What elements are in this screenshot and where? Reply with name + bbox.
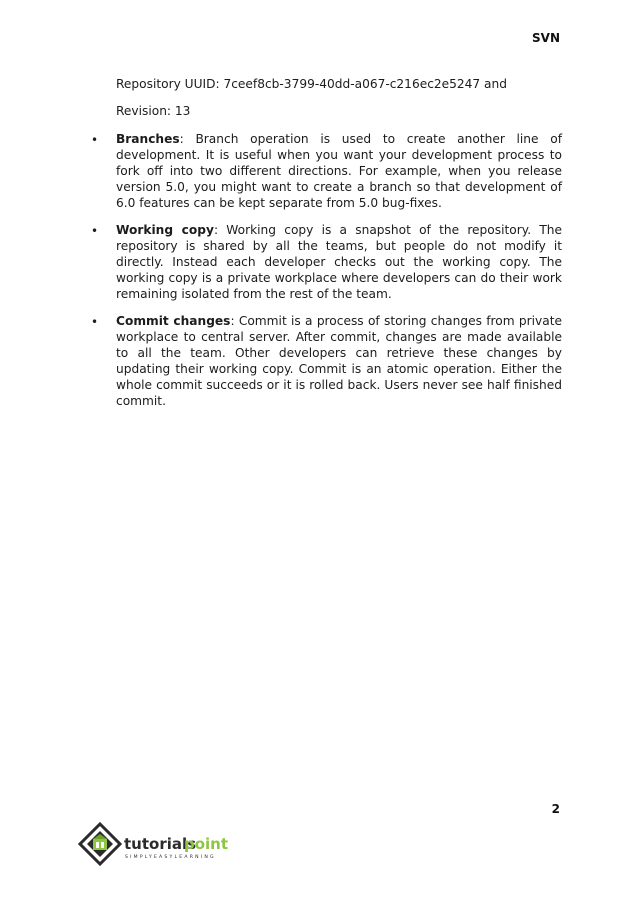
bullet-icon: •: [91, 224, 99, 238]
logo-text-main: tutorials: [124, 835, 197, 853]
header-title: SVN: [532, 31, 560, 45]
list-item: [89, 131, 562, 211]
tutorialspoint-logo: [78, 822, 238, 872]
definition-commit-changes: : Commit is a process of storing changes from private workplace to central server. After commit, changes are made available to all the team. Other developers can retrieve these changes by updating their working copy. Commit is an atomic operation. Either the whole commit succeeds or it is rolled back. Users never see half finished commit.: [116, 314, 562, 408]
bullet-icon: •: [91, 315, 99, 329]
intro-line-revision: Revision: 13: [116, 104, 191, 118]
page-number: 2: [551, 802, 560, 816]
logo-text-accent: point: [184, 835, 229, 853]
logo-tagline: SIMPLYEASYLEARNING: [125, 855, 216, 860]
term-commit-changes: Commit changes: [116, 314, 231, 328]
page-content: [89, 75, 562, 420]
definition-branches: : Branch operation is used to create another line of development. It is useful when you want your development process to fork off into two different directions. For example, when you release version 5.0, you might want to create a branch so that development of 6.0 features can be kept separate from 5.0 bug-fixes.: [116, 132, 562, 210]
list-item: [89, 222, 562, 302]
intro-line-uuid: Repository UUID: 7ceef8cb-3799-40dd-a067-c216ec2e5247 and: [116, 77, 507, 91]
logo-emblem-icon: [80, 824, 120, 864]
list-item: [89, 313, 562, 409]
bullet-list: [89, 131, 562, 409]
bullet-icon: •: [91, 133, 99, 147]
definition-working-copy: : Working copy is a snapshot of the repository. The repository is shared by all the teams, but people do not modify it directly. Instead each developer checks out the working copy. The working copy is a private workplace where developers can do their work remaining isolated from the rest of the team.: [116, 223, 562, 301]
term-working-copy: Working copy: [116, 223, 214, 237]
term-branches: Branches: [116, 132, 180, 146]
